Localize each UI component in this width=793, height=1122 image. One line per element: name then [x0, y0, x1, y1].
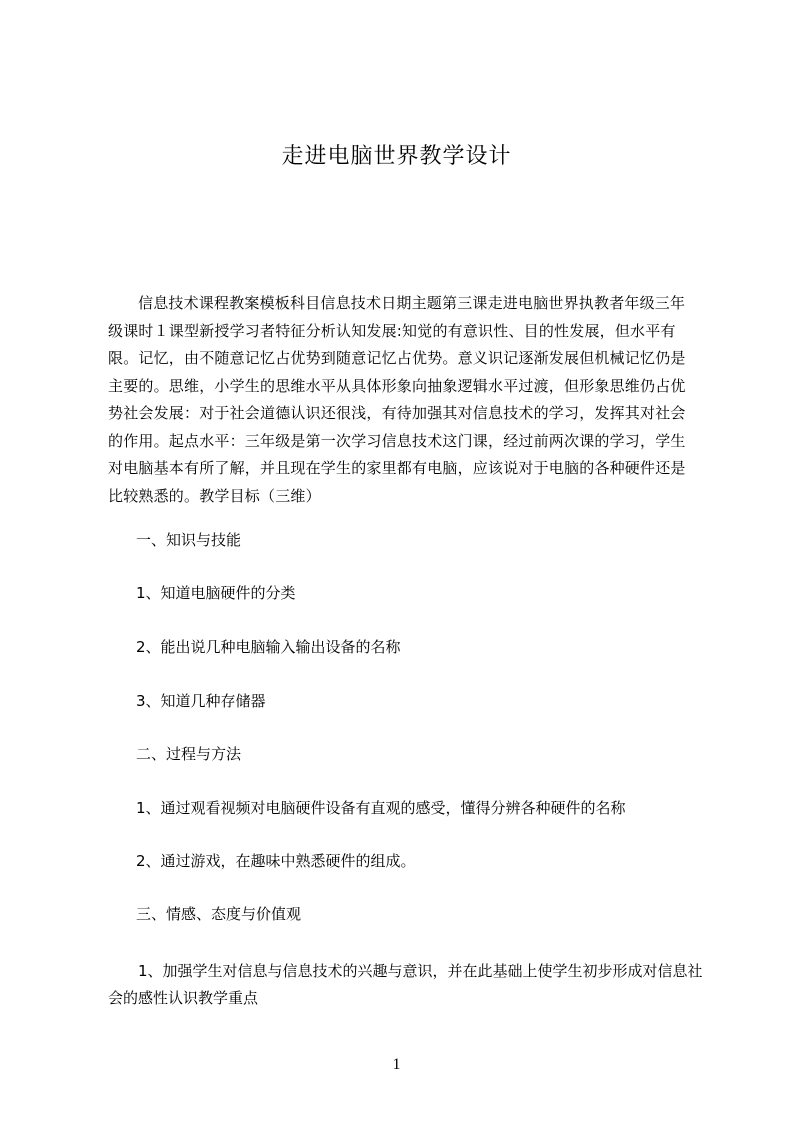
- document-title: 走进电脑世界教学设计: [281, 144, 512, 169]
- intro-paragraph: 信息技术课程教案模板科目信息技术日期主题第三课走进电脑世界执教者年级三年级课时１课型新授学习者特征分析认知发展:知觉的有意识性、目的性发展，但水平有限。记忆，由不随意记忆占优势到随意记忆占优势。意义识记逐渐发展但机械记忆仍是主要的。思维，小学生的思维水平从具体形象向抽象逻辑水平过渡，但形象思维仍占优势社会发展：对于社会道德认识还很浅，有待加强其对信息技术的学习，发挥其对社会的作用。起点水平：三年级是第一次学习信息技术这门课，经过前两次课的学习，学生对电脑基本有所了解，并且现在学生的家里都有电脑，应该说对于电脑的各种硬件还是比较熟悉的。教学目标（三维）: [108, 294, 686, 505]
- list-item: 1、知道电脑硬件的分类: [136, 584, 296, 602]
- page-number: 1: [392, 1056, 401, 1073]
- section-heading-values: 三、情感、态度与价值观: [136, 905, 302, 923]
- section-heading-knowledge: 一、知识与技能: [136, 531, 242, 549]
- list-item: 2、通过游戏，在趣味中熟悉硬件的组成。: [136, 852, 416, 870]
- list-item: 1、通过观看视频对电脑硬件设备有直观的感受，懂得分辨各种硬件的名称: [136, 799, 626, 817]
- list-item: 3、知道几种存储器: [136, 692, 266, 710]
- list-item: 2、能出说几种电脑输入输出设备的名称: [136, 638, 401, 656]
- section-heading-process: 二、过程与方法: [136, 745, 242, 763]
- list-item: 1、加强学生对信息与信息技术的兴趣与意识，并在此基础上使学生初步形成对信息社会的感性认识教学重点: [108, 962, 703, 1007]
